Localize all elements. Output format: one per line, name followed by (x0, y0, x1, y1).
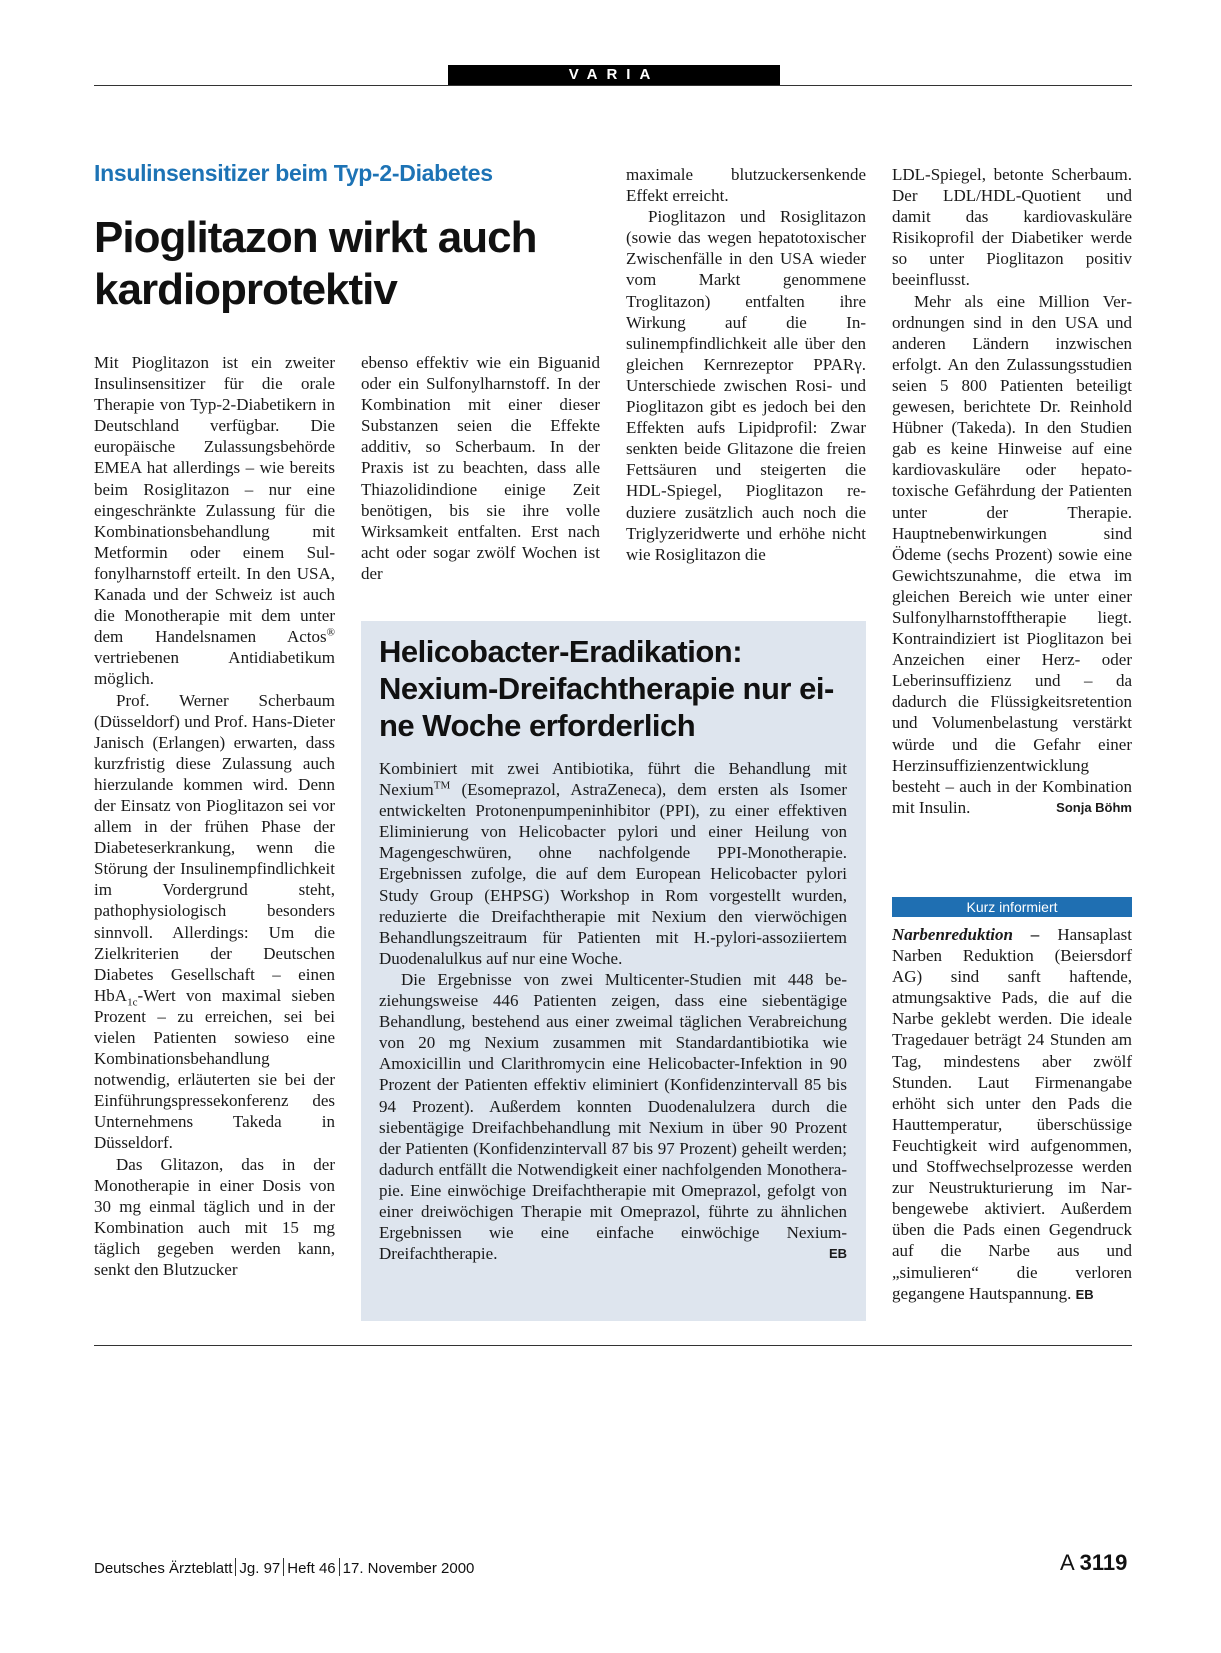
paragraph: Kombiniert mit zwei Antibiotika, führt die Behandlung mit Nexium™ (Esomeprazol, AstraZeneca), dem ersten als Isomer entwickelten Protonenpumpeninhibitor (PPI), zu einer effektiven Eliminierung von Helicobacter pylori und einer Heilung von Magengeschwüren, ohne nachfolgende PPI-Monotherapie. Ergebnissen zufolge, die auf dem European Helicobacter pylori Study Group (EHPSG) Workshop in Rom vorgestellt wurden, reduzierte die Dreifachtherapie mit Nexium den vierwöchigen Behandlungszeitraum für Patienten mit H.-pylori-assoziiertem Duodenalulkus auf nur eine Woche. (379, 759, 847, 968)
top-rule (94, 85, 1132, 86)
article-column-4 (892, 164, 1132, 818)
journal-name: Deutsches Ärzteblatt (94, 1560, 233, 1577)
article-column-1 (94, 352, 335, 1280)
article-column-2 (361, 352, 600, 584)
headline-line-2: kardioprotektiv (94, 265, 397, 314)
paragraph: Die Ergebnisse von zwei Multicenter-Studien mit 448 beziehungsweise 446 Patienten zeigen, dass eine siebentägige Behandlung, bestehend aus einer zweimal täglichen Verabreichung von 20 mg Nexium zusammen mit Standardantibiotika wie Amoxicillin und Clarithromycin eine Helicobacter-Infektion in 90 Prozent der Patienten effektiv eliminiert (Konfidenzintervall 85 bis 94 Prozent). Außerdem konnten Duodenalulzera durch die siebentägige Dreifachbehandlung mit Nexium in über 90 Prozent der Patienten (Konfidenzintervall 87 bis 97 Prozent) geheilt werden; dadurch entfällt die Notwendigkeit einer nachfolgenden Monotherapie. Eine einwöchige Dreifachtherapie mit Omeprazol, gefolgt von einer dreiwöchigen Therapie mit Omeprazol, führte zu ähnlichen Ergebnissen wie eine einfache einwöchige Nexium-Dreifachtherapie. EB (379, 969, 847, 1264)
paragraph: Narbenreduktion – Hansaplast Narben Reduktion (Beiersdorf AG) sind sanft haftende, atmungsaktive Pads, die auf die Narbe geklebt werden. Die ideale Tragedauer beträgt 24 Stunden am Tag, mindestens aber zwölf Stunden. Laut Firmenangabe erhöht sich unter den Pads die Hauttemperatur, überschüssige Feuchtigkeit wird aufgenommen, und Stoffwechselprozesse werden zur Neustrukturierung im Narbengewebe aktiviert. Außerdem üben die Pads einen Gegendruck auf die Narbe aus und „simulieren“ die verloren gegangene Hautspannung. EB (892, 925, 1132, 1303)
paragraph: LDL-Spiegel, betonte Scherbaum. Der LDL/HDL-Quotient und damit das kardiovaskuläre Risikoprofil der Diabetiker werde so unter Pioglitazon positiv beeinflusst. (892, 165, 1132, 290)
section-label: VARIA (448, 65, 780, 85)
divider (339, 1558, 340, 1576)
box-title: Helicobacter-Eradikation: Nexium-Dreifachtherapie nur eine Woche erforderlich (379, 634, 835, 743)
kurz-informiert-label: Kurz informiert (892, 897, 1132, 917)
article-kicker: Insulinsensitizer beim Typ-2-Diabetes (94, 160, 493, 186)
box-body (379, 758, 847, 1264)
box-signature: EB (828, 1246, 847, 1262)
paragraph: Mit Pioglitazon ist ein zweiter Insulinsensitizer für die orale Therapie von Typ-2-Diabetikern in Deutschland verfügbar. Die europäische Zulassungsbehörde EMEA hat allerdings – wie bereits beim Rosiglitazon – nur eine eingeschränkte Zulassung für die Kombinationsbehandlung mit Metformin oder einem Sulfonylharnstoff erteilt. In den USA, Kanada und der Schweiz ist auch die Monotherapie mit dem unter dem Handelsnamen Actos® vertriebenen Antidiabetikum möglich. (94, 353, 335, 689)
issue: Heft 46 (287, 1560, 336, 1577)
divider (283, 1558, 284, 1576)
author-name: Sonja Böhm (1056, 799, 1132, 815)
divider (235, 1558, 236, 1576)
paragraph: Pioglitazon und Rosiglitazon (sowie das wegen hepatotoxischer Zwischenfälle in den USA wieder vom Markt genommene Troglitazon) entfalten ihre Wirkung auf die Insulinempfindlichkeit alle über den gleichen Kernrezeptor PPARγ. Unterschiede zwischen Rosi- und Pioglitazon gibt es jedoch bei den Effekten aufs Lipidprofil: Zwar senkten beide Glitazone die freien Fettsäuren und steigerten die HDL-Spiegel, Pioglitazon reduziere zusätzlich auch noch die Triglyzeridwerte und erhöhe nicht wie Rosiglitazon die (626, 207, 866, 564)
news-box (361, 621, 866, 1321)
kurz-signature: EB (1075, 1286, 1094, 1302)
paragraph: maximale blutzuckersenkende Effekt erreicht. (626, 165, 866, 206)
footer-citation (94, 1558, 474, 1577)
paragraph: Das Glitazon, das in der Monotherapie in einer Dosis von 30 mg einmal täglich und in der Kombination auch mit 15 mg täglich gegeben werden kann, senkt den Blutzucker (94, 1154, 335, 1280)
article-headline (94, 212, 614, 316)
paragraph: Mehr als eine Million Verordnungen sind in den USA und anderen Ländern inzwischen erfolgt. An den Zulassungsstudien seien 5 800 Patienten beteiligt gewesen, berichtete Dr. Reinhold Hübner (Takeda). In den Studien gab es keine Hinweise auf eine kardiovaskuläre oder hepatotoxische Gefährdung der Patienten unter der Therapie. Hauptnebenwirkungen sind Ödeme (sechs Prozent) sowie eine Gewichtszunahme, die etwa im gleichen Bereich wie unter einer Sulfonylharnstofftherapie liegt. Kontraindiziert ist Pioglitazon bei Anzeichen einer Herz- oder Leberinsuffizienz und – da dadurch die Flüssigkeitsretention und Volumenbelastung verstärkt würde und die Gefahr einer Herzinsuffizienzentwicklung besteht – auch in der Kombination mit Insulin. Sonja Böhm (892, 291, 1132, 817)
headline-line-1: Pioglitazon wirkt auch (94, 213, 537, 262)
volume: Jg. 97 (239, 1560, 281, 1577)
article-column-3 (626, 164, 866, 565)
bottom-rule (94, 1345, 1132, 1346)
paragraph: Prof. Werner Scherbaum (Düsseldorf) und Prof. Hans-Dieter Janisch (Erlangen) erwarten, dass kurzfristig diese Zulassung auch hierzulande kommen wird. Denn der Einsatz von Pioglitazon sei vor allem in der frühen Phase der Diabeteserkrankung, wenn die Störung der Insulinempfindlichkeit im Vordergrund steht, pathophysiologisch besonders sinnvoll. Allerdings: Um die Zielkriterien der Deutschen Diabetes Gesellschaft – einen HbA$_{1c}$-Wert von maximal sieben Prozent – zu erreichen, sei bei vielen Patienten sowieso eine Kombinationsbehandlung notwendig, erläuterten sie bei der Einführungspressekonferenz des Unternehmens Takeda in Düsseldorf. (94, 690, 335, 1153)
paragraph: ebenso effektiv wie ein Biguanid oder ein Sulfonylharnstoff. In der Kombination mit einer dieser Substanzen seien die Effekte additiv, so Scherbaum. In der Praxis ist zu beachten, dass alle Thiazolidindione einige Zeit benötigen, bis sie ihre volle Wirksamkeit entfalten. Erst nach acht oder sogar zwölf Wochen ist der (361, 353, 600, 583)
kurz-informiert-text (892, 924, 1132, 1305)
issue-date: 17. November 2000 (342, 1560, 475, 1577)
keyword: Narbenreduktion – (892, 925, 1040, 944)
page-number: A 3119 (1060, 1550, 1128, 1575)
